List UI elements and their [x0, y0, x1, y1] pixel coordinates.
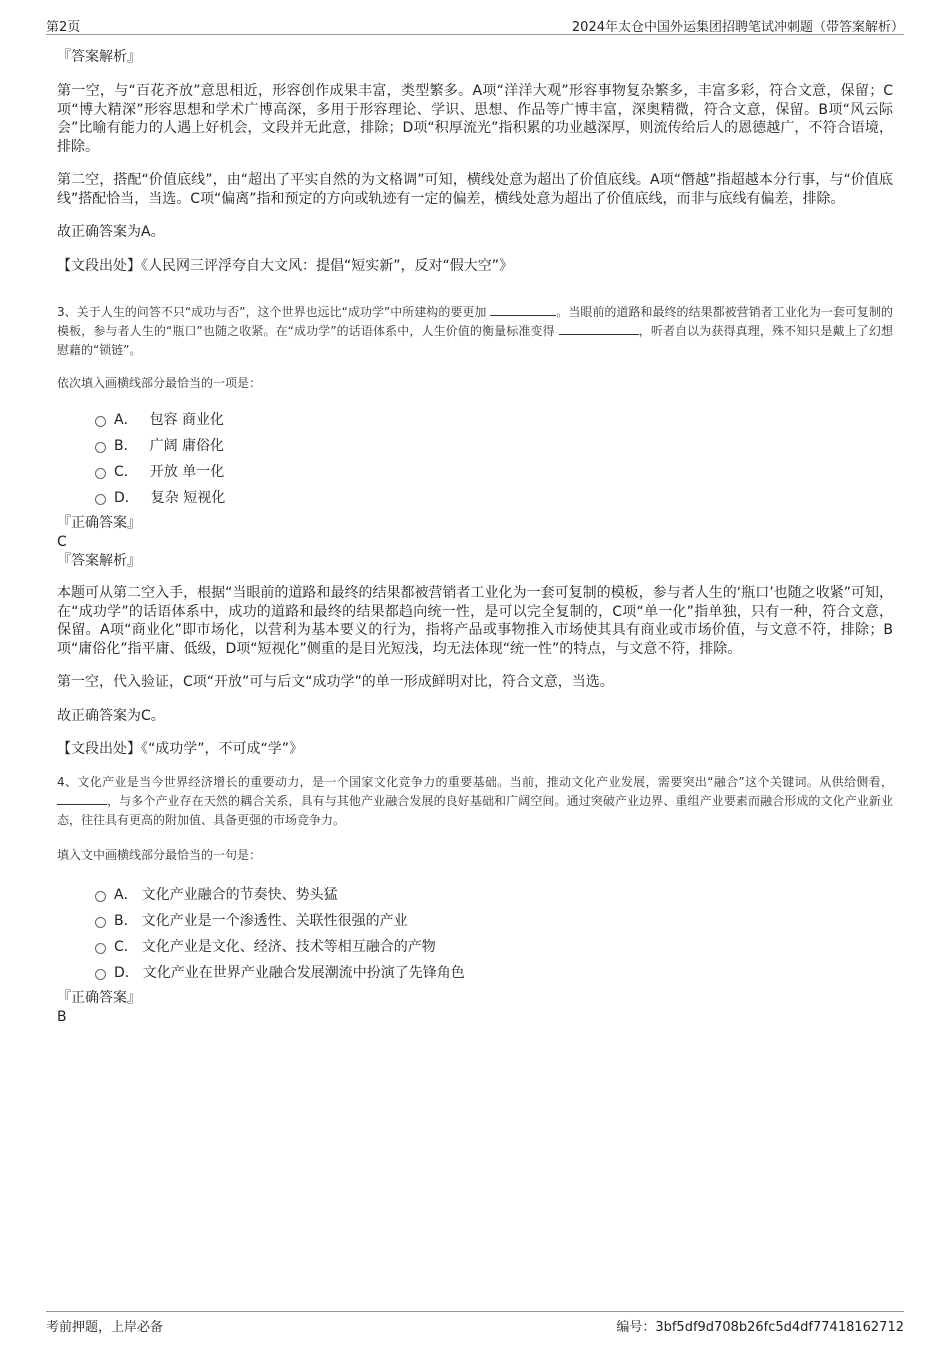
radio-icon[interactable] — [95, 943, 106, 954]
q4-instruction: 填入文中画横线部分最恰当的一句是： — [57, 847, 262, 862]
q3-option-b[interactable]: B． 广阔 庸俗化 — [57, 433, 893, 459]
q4-answer-label: 『正确答案』 — [57, 989, 141, 1006]
q4-options — [57, 882, 893, 986]
radio-icon[interactable] — [95, 468, 106, 479]
q4-option-d[interactable]: D． 文化产业在世界产业融合发展潮流中扮演了先锋角色 — [57, 960, 893, 986]
q3-answer: C — [57, 534, 67, 550]
q4-stem: 4、文化产业是当今世界经济增长的重要动力，是一个国家文化竞争力的重要基础。当前，推动文化产业发展，需要突出“融合”这个关键词。从供给侧看， ，与多个产业存在天然的耦合关系，具有与其他产业融合发展的良好基础和广阔空间。通过突破产业边界、重组产业要素而融合形成的文化产业新业态，往往具有更高的附加值、具备更强的市场竞争力。 — [57, 774, 893, 827]
q3-stem: 3、关于人生的问答不只“成功与否”，这个世界也远比“成功学”中所建构的要更加 。当眼前的道路和最终的结果都被营销者工业化为一套可复制的模板，参与者人生的“瓶口”也随之收紧。在“成功学”的话语体系中，人生价值的衡量标准变得 ，听者自以为获得真理，殊不知只是戴上了幻想慰藉的“锁链”。 — [57, 305, 893, 357]
q3-analysis-label: 『答案解析』 — [57, 553, 141, 569]
q3-analysis-paragraph-2: 第一空，代入验证，C项“开放”可与后文“成功学”的单一形成鲜明对比，符合文意，当选。 — [57, 674, 614, 690]
radio-icon[interactable] — [95, 969, 106, 980]
q3-options — [57, 407, 893, 511]
q3-instruction: 依次填入画横线部分最恰当的一项是： — [57, 376, 262, 390]
q4-option-c[interactable]: C． 文化产业是文化、经济、技术等相互融合的产物 — [57, 934, 893, 960]
q3-answer-label: 『正确答案』 — [57, 515, 141, 531]
radio-icon[interactable] — [95, 442, 106, 453]
page-header — [46, 14, 904, 35]
page-number: 第2页 — [46, 20, 81, 35]
radio-icon[interactable] — [95, 891, 106, 902]
document-code: 编号：3bf5df9d708b26fc5d4df77418162712 — [616, 1320, 904, 1335]
q4-blank — [57, 793, 107, 805]
page-footer — [46, 1311, 904, 1334]
q3-conclusion: 故正确答案为C。 — [57, 707, 165, 724]
q2-conclusion: 故正确答案为A。 — [57, 224, 165, 240]
radio-icon[interactable] — [95, 494, 106, 505]
q2-analysis-paragraph-1: 第一空，与“百花齐放”意思相近，形容创作成果丰富，类型繁多。A项“洋洋大观”形容事物复杂繁多，丰富多彩，符合文意，保留；C项“博大精深”形容思想和学术广博高深，多用于形容理论、学识、思想、作品等广博丰富，深奥精微，符合文意，保留。B项“风云际会”比喻有能力的人遇上好机会，文段并无此意，排除；D项“积厚流光”指积累的功业越深厚，则流传给后人的恩德越广，不符合语境，排除。 — [57, 83, 893, 155]
q2-source: 【文段出处】《人民网三评浮夸自大文风：提倡“短实新”，反对“假大空”》 — [57, 257, 514, 274]
page-content — [57, 46, 893, 1027]
q2-analysis-label: 『答案解析』 — [57, 49, 141, 65]
q3-blank-1 — [490, 304, 556, 316]
q4-option-a[interactable]: A． 文化产业融合的节奏快、势头猛 — [57, 882, 893, 908]
q3-source: 【文段出处】《“成功学”，不可成“学”》 — [57, 741, 304, 757]
q2-analysis-paragraph-2: 第二空，搭配“价值底线”，由“超出了平实自然的为文格调”可知，横线处意为超出了价值底线。A项“僭越”指超越本分行事，与“价值底线”搭配恰当，当选。C项“偏离”指和预定的方向或轨迹有一定的偏差，横线处意为超出了价值底线，而非与底线有偏差，排除。 — [57, 172, 893, 207]
q3-blank-2 — [559, 323, 639, 335]
document-title: 2024年太仓中国外运集团招聘笔试冲刺题（带答案解析） — [571, 20, 904, 35]
q3-option-c[interactable]: C． 开放 单一化 — [57, 459, 893, 485]
q4-answer: B — [57, 1008, 67, 1025]
radio-icon[interactable] — [95, 917, 106, 928]
radio-icon[interactable] — [95, 416, 106, 427]
q3-option-a[interactable]: A． 包容 商业化 — [57, 407, 893, 433]
q3-option-d[interactable]: D． 复杂 短视化 — [57, 485, 893, 511]
q3-analysis-paragraph-1: 本题可从第二空入手，根据“当眼前的道路和最终的结果都被营销者工业化为一套可复制的模板，参与者人生的‘瓶口’也随之收紧”可知，在“成功学”的话语体系中，成功的道路和最终的结果都趋向统一性，是可以完全复制的，C项“单一化”指单独，只有一种，符合文意，保留。A项“商业化”即市场化，以营利为基本要义的行为，指将产品或事物推入市场使其具有商业或市场价值，与文意不符，排除；B项“庸俗化”指平庸、低级，D项“短视化”侧重的是目光短浅，均无法体现“统一性”的特点，与文意不符，排除。 — [57, 585, 893, 657]
q4-option-b[interactable]: B． 文化产业是一个渗透性、关联性很强的产业 — [57, 908, 893, 934]
footer-slogan: 考前押题，上岸必备 — [46, 1320, 164, 1335]
